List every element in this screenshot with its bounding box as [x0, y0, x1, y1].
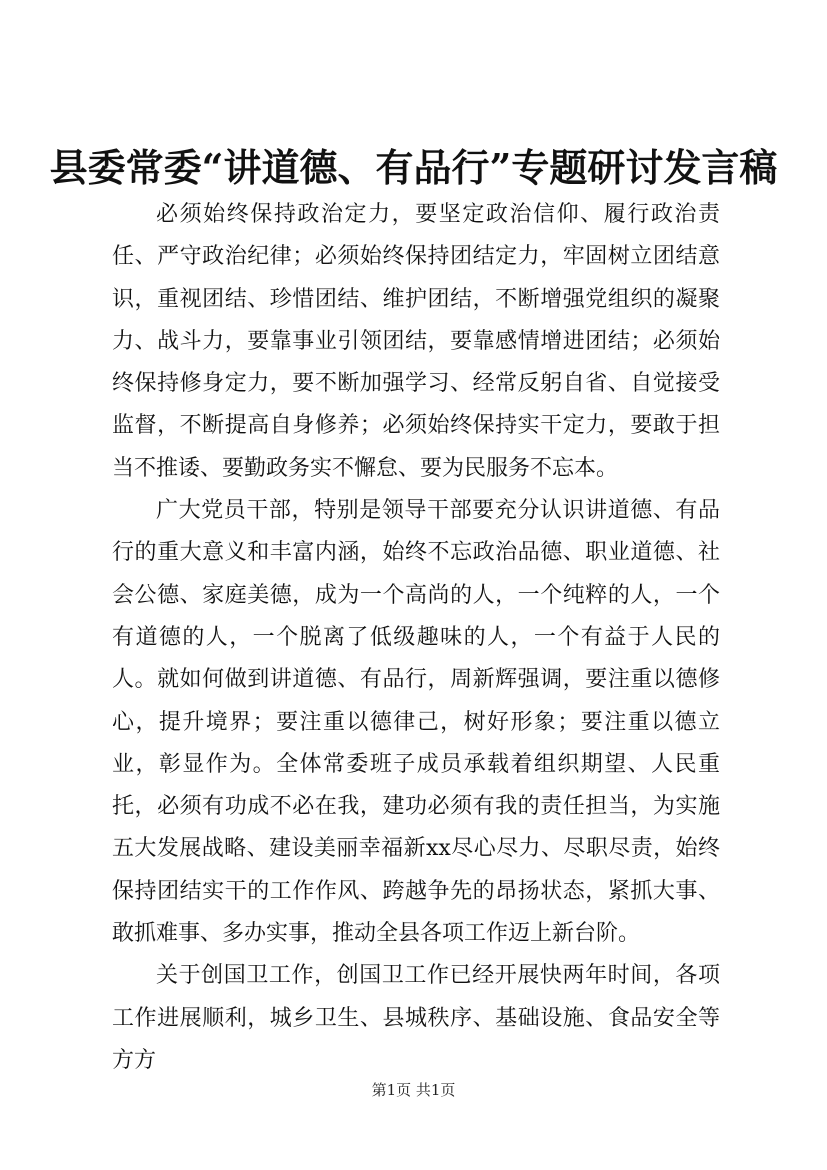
paragraph-2: 广大党员干部，特别是领导干部要充分认识讲道德、有品行的重大意义和丰富内涵，始终不忘政治品德、职业道德、社会公德、家庭美德，成为一个高尚的人，一个纯粹的人，一个有道德的人，一个脱离了低级趣味的人，一个有益于人民的人。就如何做到讲道德、有品行，周新辉强调，要注重以德修心，提升境界；要注重以德律己，树好形象；要注重以德立业，彰显作为。全体常委班子成员承载着组织期望、人民重托，必须有功成不必在我，建功必须有我的责任担当，为实施五大发展战略、建设美丽幸福新xx尽心尽力、尽职尽责，始终保持团结实干的工作作风、跨越争先的昂扬状态，紧抓大事、敢抓难事、多办实事，推动全县各项工作迈上新台阶。	[112, 498, 720, 947]
document-title: 县委常委“讲道德、有品行”专题研讨发言稿	[49, 145, 778, 190]
paragraph-3: 关于创国卫工作，创国卫工作已经开展快两年时间，各项工作进展顺利，城乡卫生、县城秩序、基础设施、食品安全等方方	[112, 963, 720, 1073]
page-number-footer: 第1页 共1页	[371, 1081, 456, 1099]
document-body	[112, 194, 720, 1082]
paragraph-1: 必须始终保持政治定力，要坚定政治信仰、履行政治责任、严守政治纪律；必须始终保持团结定力，牢固树立团结意识，重视团结、珍惜团结、维护团结，不断增强党组织的凝聚力、战斗力，要靠事业引领团结，要靠感情增进团结；必须始终保持修身定力，要不断加强学习、经常反躬自省、自觉接受监督，不断提高自身修养；必须始终保持实干定力，要敢于担当不推诿、要勤政务实不懈怠、要为民服务不忘本。	[112, 202, 720, 481]
